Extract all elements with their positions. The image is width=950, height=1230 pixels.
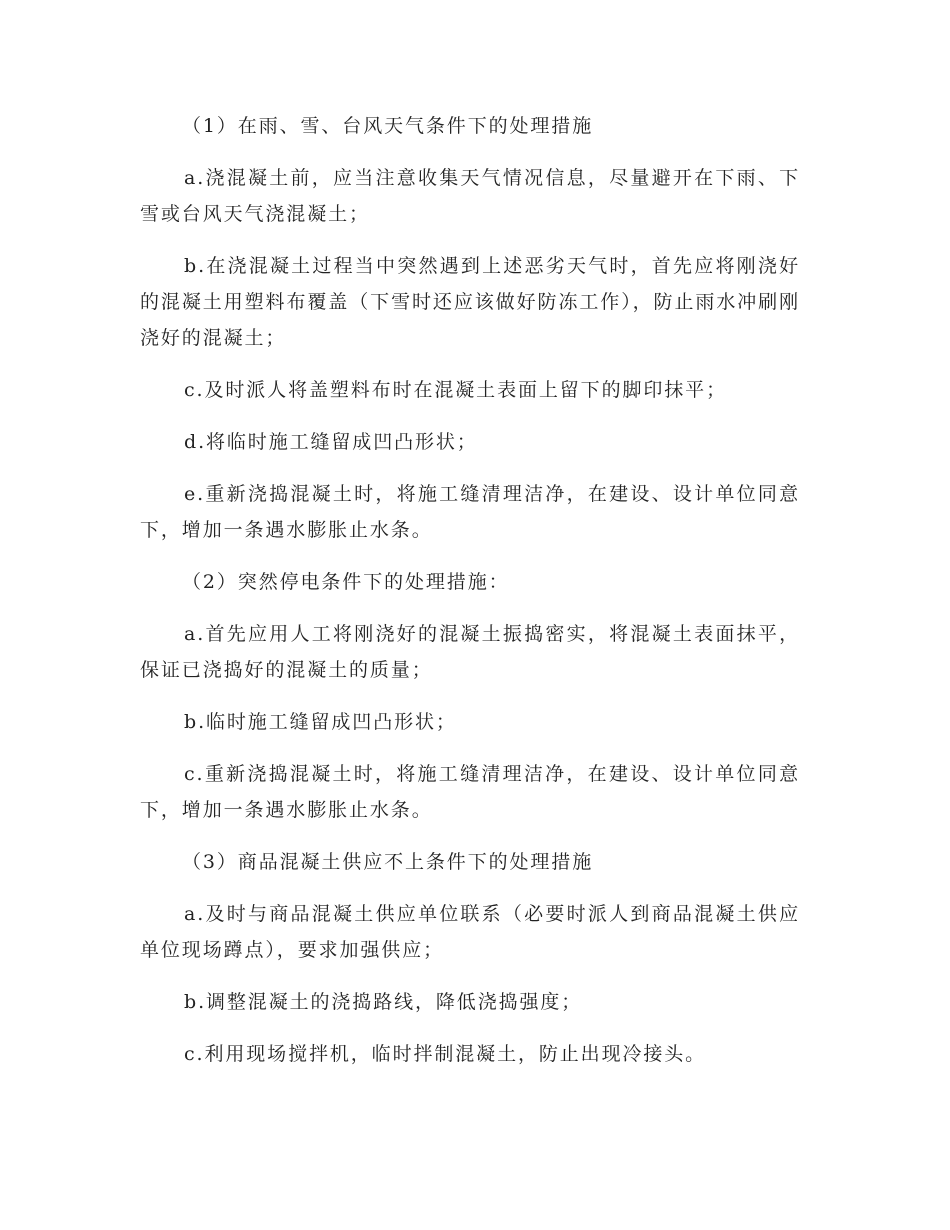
paragraph-item: c.利用现场搅拌机，临时拌制混凝土，防止出现冷接头。 — [184, 1043, 707, 1065]
paragraph-item: a.及时与商品混凝土供应单位联系（必要时派人到商品混凝土供应单位现场蹲点），要求加强供应； — [140, 903, 800, 961]
paragraph-item: b.临时施工缝留成凹凸形状； — [184, 711, 457, 733]
paragraph-item: b.调整混凝土的浇捣路线，降低浇捣强度； — [184, 991, 583, 1013]
section-heading-rain-snow-typhoon: （1）在雨、雪、台风天气条件下的处理措施 — [182, 115, 594, 137]
section-heading-concrete-supply: （3）商品混凝土供应不上条件下的处理措施 — [182, 851, 594, 873]
paragraph-item: d.将临时施工缝留成凹凸形状； — [184, 431, 478, 453]
paragraph-item: c.及时派人将盖塑料布时在混凝土表面上留下的脚印抹平； — [184, 379, 727, 401]
document-body — [140, 108, 800, 1088]
section-heading-power-outage: （2）突然停电条件下的处理措施： — [182, 571, 510, 593]
paragraph-item: c.重新浇捣混凝土时，将施工缝清理洁净，在建设、设计单位同意下，增加一条遇水膨胀止水条。 — [140, 763, 800, 821]
paragraph-item: a.浇混凝土前，应当注意收集天气情况信息，尽量避开在下雨、下雪或台风天气浇混凝土； — [140, 167, 800, 225]
paragraph-item: a.首先应用人工将刚浇好的混凝土振捣密实，将混凝土表面抹平，保证已浇捣好的混凝土的质量； — [140, 623, 800, 681]
paragraph-item: b.在浇混凝土过程当中突然遇到上述恶劣天气时，首先应将刚浇好的混凝土用塑料布覆盖（下雪时还应该做好防冻工作），防止雨水冲刷刚浇好的混凝土； — [140, 255, 800, 349]
paragraph-item: e.重新浇捣混凝土时，将施工缝清理洁净，在建设、设计单位同意下，增加一条遇水膨胀止水条。 — [140, 483, 800, 541]
